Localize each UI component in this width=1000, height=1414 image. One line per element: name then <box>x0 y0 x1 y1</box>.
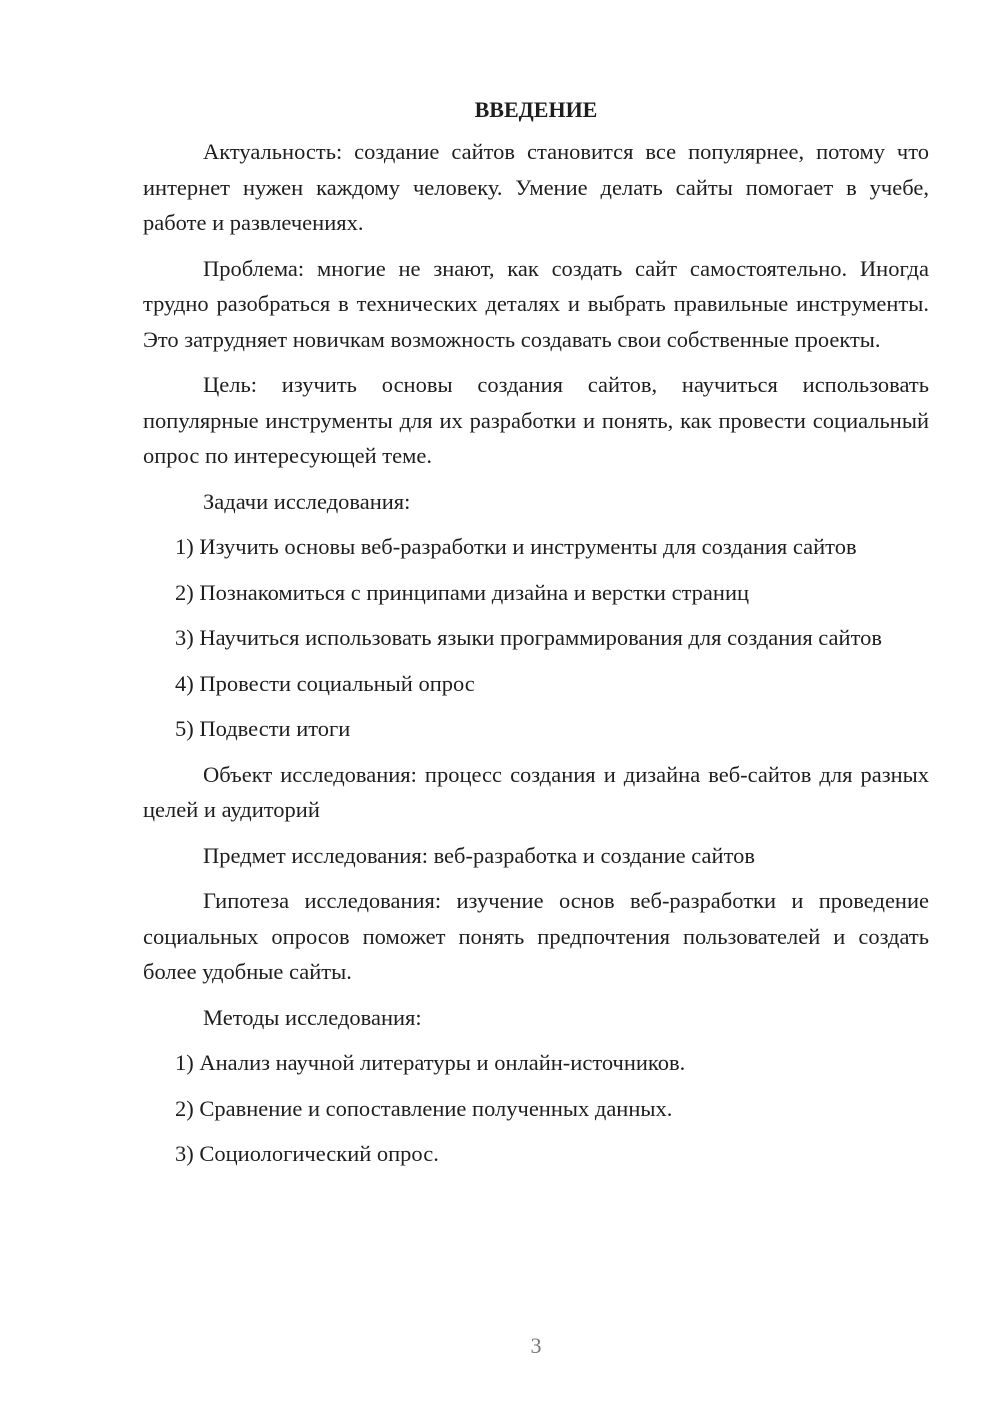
page-number: 3 <box>530 1333 542 1358</box>
hypothesis-paragraph: Гипотеза исследования: изучение основ веб-разработки и проведение социальных опросов поможет понять предпочтения пользователей и создать более удобные сайты. <box>143 888 929 984</box>
subject-paragraph: Предмет исследования: веб-разработка и создание сайтов <box>203 842 755 868</box>
method-item: 2) Сравнение и сопоставление полученных данных. <box>175 1095 673 1121</box>
method-item: 3) Социологический опрос. <box>175 1141 439 1166</box>
method-item: 1) Анализ научной литературы и онлайн-источников. <box>175 1050 686 1075</box>
document-title: ВВЕДЕНИЕ <box>474 97 598 122</box>
object-paragraph: Объект исследования: процесс создания и дизайна веб-сайтов для разных целей и аудиторий <box>143 761 929 822</box>
task-item: 4) Провести социальный опрос <box>175 670 475 696</box>
document-page <box>143 92 929 1182</box>
problem-paragraph: Проблема: многие не знают, как создать сайт самостоятельно. Иногда трудно разобраться в технических деталях и выбрать правильные инструменты. Это затрудняет новичкам возможность создавать свои собственные проекты. <box>143 255 929 352</box>
task-item: 3) Научиться использовать языки программирования для создания сайтов <box>175 625 882 650</box>
task-item: 5) Подвести итоги <box>175 716 351 741</box>
task-item: 1) Изучить основы веб-разработки и инструменты для создания сайтов <box>175 534 857 559</box>
relevance-paragraph: Актуальность: создание сайтов становится все популярнее, потому что интернет нужен каждому человеку. Умение делать сайты помогает в учебе, работе и развлечениях. <box>143 139 929 235</box>
goal-paragraph: Цель: изучить основы создания сайтов, научиться использовать популярные инструменты для их разработки и понять, как провести социальный опрос по интересующей теме. <box>143 372 929 468</box>
task-item: 2) Познакомиться с принципами дизайна и верстки страниц <box>175 579 750 605</box>
tasks-heading: Задачи исследования: <box>203 488 411 514</box>
methods-heading: Методы исследования: <box>203 1004 422 1030</box>
